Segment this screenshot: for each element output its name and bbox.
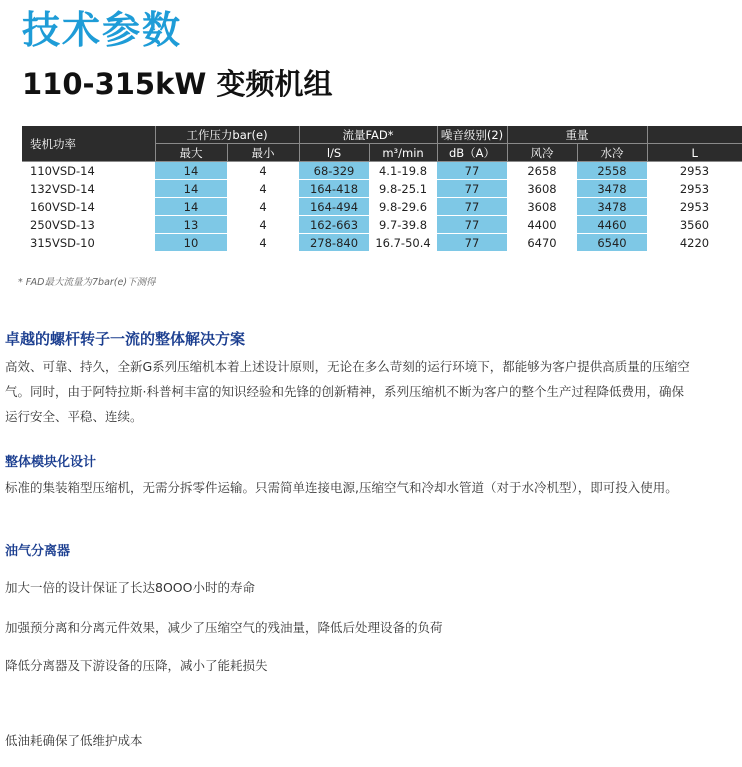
cell-m3: 9.7-39.8 <box>369 216 437 234</box>
section-body-solution: 高效、可靠、持久，全新G系列压缩机本着上述设计原则，无论在多么苛刻的运行环境下，都能够为客户提供高质量的压缩空气。同时，由于阿特拉斯·科普柯丰富的知识经验和先锋的创新精神，系列压缩机不断为客户的整个生产过程降低费用，确保运行安全、平稳、连续。 <box>5 359 690 424</box>
cell-extra: 3560 <box>647 216 742 234</box>
cell-min: 4 <box>227 216 299 234</box>
cell-db: 77 <box>437 162 507 180</box>
table-row <box>22 180 742 198</box>
cell-db: 77 <box>437 180 507 198</box>
cell-air: 3608 <box>507 180 577 198</box>
subheader-air: 风冷 <box>507 144 577 162</box>
header-weight: 重量 <box>507 126 647 144</box>
cell-extra: 4220 <box>647 234 742 252</box>
cell-model: 250VSD-13 <box>22 216 155 234</box>
subheader-db: dB（A） <box>437 144 507 162</box>
section-body-modular: 标准的集装箱型压缩机，无需分拆零件运输。只需简单连接电源,压缩空气和冷却水管道（对于水冷机型），即可投入使用。 <box>5 480 678 495</box>
cell-model: 160VSD-14 <box>22 198 155 216</box>
cell-max: 14 <box>155 180 227 198</box>
cell-extra: 2953 <box>647 162 742 180</box>
section-title-modular: 整体模块化设计 <box>5 455 97 470</box>
cell-ls: 162-663 <box>299 216 369 234</box>
list-item: 降低分离器及下游设备的压降，减小了能耗损失 <box>5 658 268 673</box>
cell-min: 4 <box>227 162 299 180</box>
cell-air: 3608 <box>507 198 577 216</box>
cell-water: 6540 <box>577 234 647 252</box>
cell-m3: 4.1-19.8 <box>369 162 437 180</box>
spec-table-container <box>22 126 710 262</box>
cell-max: 13 <box>155 216 227 234</box>
header-pressure: 工作压力bar(e) <box>155 126 299 144</box>
cell-db: 77 <box>437 198 507 216</box>
cell-max: 10 <box>155 234 227 252</box>
cell-air: 2658 <box>507 162 577 180</box>
spec-table <box>22 126 742 252</box>
cell-water: 4460 <box>577 216 647 234</box>
table-row <box>22 198 742 216</box>
cell-db: 77 <box>437 216 507 234</box>
header-power: 装机功率 <box>22 126 155 162</box>
cell-water: 2558 <box>577 162 647 180</box>
cell-max: 14 <box>155 162 227 180</box>
header-fad: 流量FAD* <box>299 126 437 144</box>
table-row <box>22 234 742 252</box>
cell-air: 6470 <box>507 234 577 252</box>
table-footnote: * FAD最大流量为7bar(e)下测得 <box>18 277 156 288</box>
cell-extra: 2953 <box>647 198 742 216</box>
cell-min: 4 <box>227 198 299 216</box>
table-row <box>22 162 742 180</box>
page-subtitle: 110-315kW 变频机组 <box>22 67 333 101</box>
list-item: 低油耗确保了低维护成本 <box>5 733 143 748</box>
header-noise: 噪音级别(2) <box>437 126 507 144</box>
subheader-min: 最小 <box>227 144 299 162</box>
cell-ls: 164-418 <box>299 180 369 198</box>
cell-ls: 278-840 <box>299 234 369 252</box>
cell-model: 315VSD-10 <box>22 234 155 252</box>
subheader-m3: m³/min <box>369 144 437 162</box>
cell-air: 4400 <box>507 216 577 234</box>
list-item: 加强预分离和分离元件效果，减少了压缩空气的残油量，降低后处理设备的负荷 <box>5 620 443 635</box>
cell-ls: 68-329 <box>299 162 369 180</box>
cell-m3: 9.8-29.6 <box>369 198 437 216</box>
cell-m3: 16.7-50.4 <box>369 234 437 252</box>
header-extra <box>647 126 742 144</box>
table-row <box>22 216 742 234</box>
cell-db: 77 <box>437 234 507 252</box>
cell-extra: 2953 <box>647 180 742 198</box>
list-item: 加大一倍的设计保证了长达8OOO小时的寿命 <box>5 580 255 595</box>
cell-min: 4 <box>227 180 299 198</box>
cell-max: 14 <box>155 198 227 216</box>
cell-model: 110VSD-14 <box>22 162 155 180</box>
page-title: 技术参数 <box>22 8 183 52</box>
cell-water: 3478 <box>577 198 647 216</box>
section-title-separator: 油气分离器 <box>5 544 71 559</box>
cell-water: 3478 <box>577 180 647 198</box>
cell-m3: 9.8-25.1 <box>369 180 437 198</box>
section-title-solution: 卓越的螺杆转子一流的整体解决方案 <box>5 330 246 348</box>
cell-model: 132VSD-14 <box>22 180 155 198</box>
subheader-max: 最大 <box>155 144 227 162</box>
cell-min: 4 <box>227 234 299 252</box>
cell-ls: 164-494 <box>299 198 369 216</box>
subheader-extra: L <box>647 144 742 162</box>
subheader-water: 水冷 <box>577 144 647 162</box>
subheader-ls: l/S <box>299 144 369 162</box>
